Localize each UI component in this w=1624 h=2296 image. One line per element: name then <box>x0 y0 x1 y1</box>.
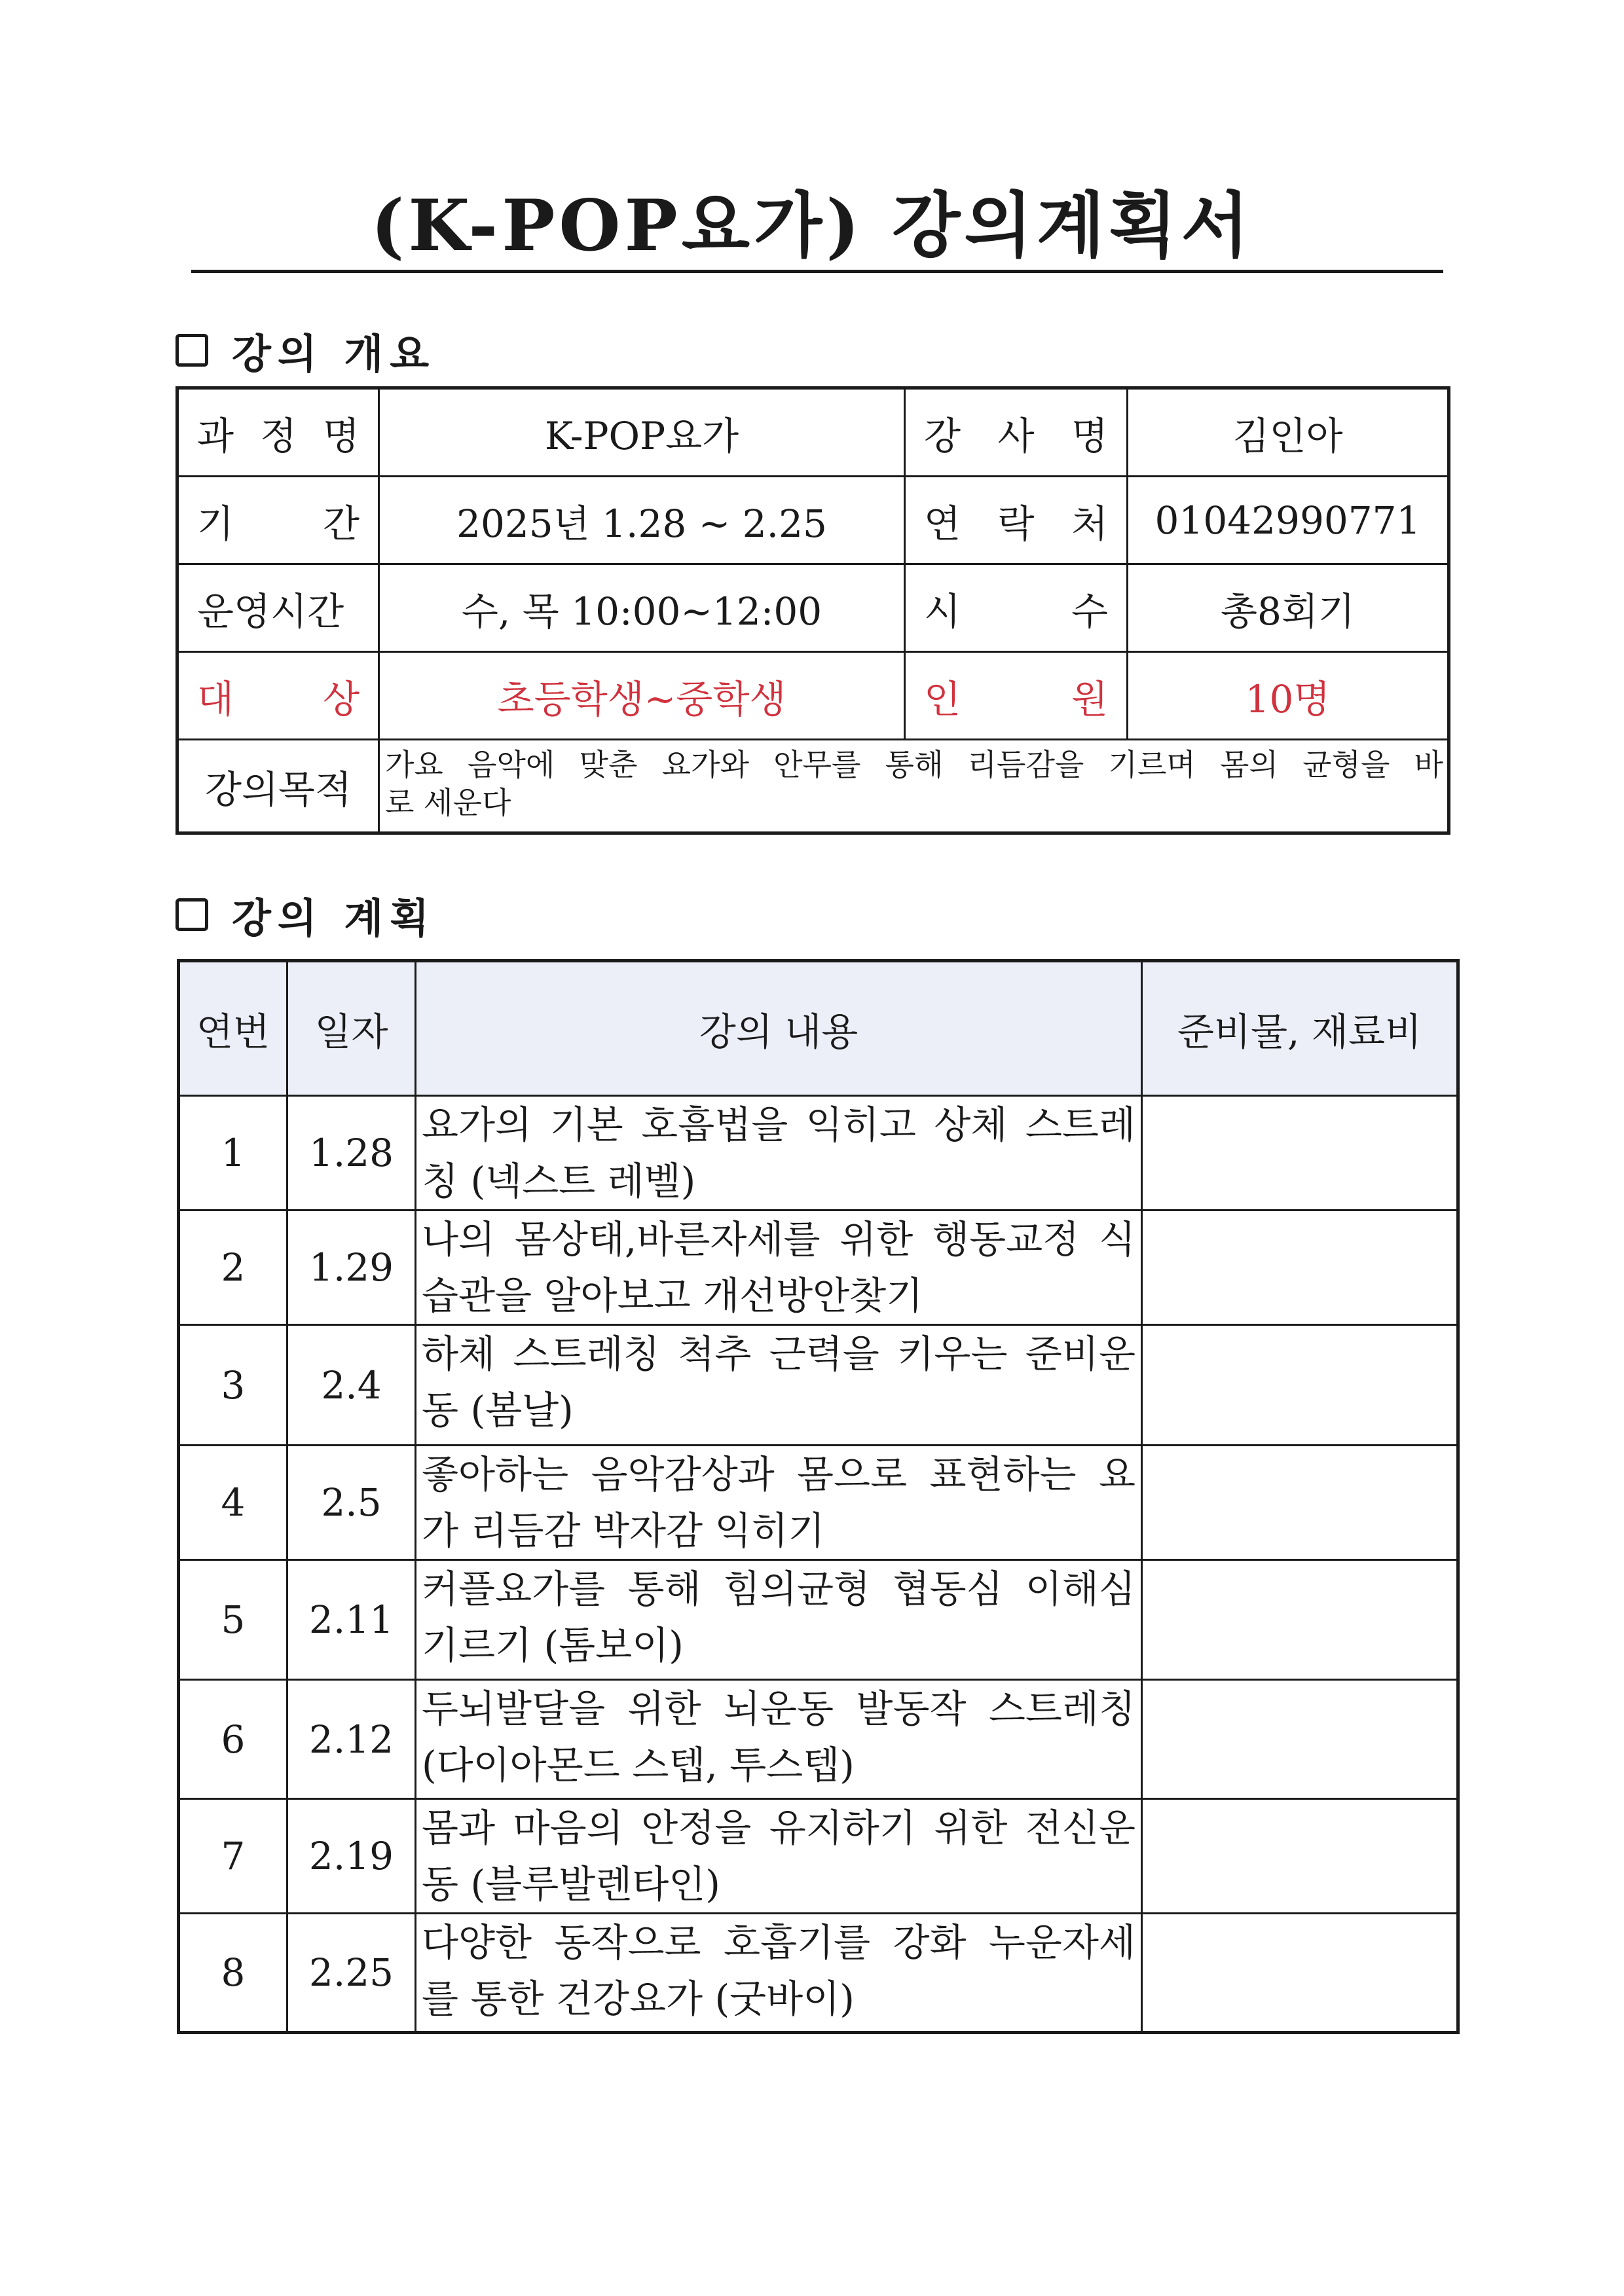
row-date: 2.4 <box>287 1325 416 1446</box>
row-materials <box>1142 1680 1458 1799</box>
section-heading-plan-label: 강의 계획 <box>232 894 436 942</box>
overview-row-target <box>177 652 1449 740</box>
document-title: (K-POP요가) 강의계획서 <box>371 185 1253 267</box>
header-content: 강의 내용 <box>416 961 1142 1096</box>
row-no: 1 <box>179 1096 287 1211</box>
row-content-line-1: 두뇌발달을 위한 뇌운동 발동작 스트레칭 <box>422 1686 1135 1731</box>
row-content <box>416 1799 1142 1914</box>
row-no: 7 <box>179 1799 287 1914</box>
row-content-line-1: 요가의 기본 호흡법을 익히고 상체 스트레 <box>422 1102 1135 1147</box>
course-value: K-POP요가 <box>379 388 905 477</box>
sessions-value: 총8회기 <box>1128 564 1449 652</box>
period-value: 2025년 1.28 ~ 2.25 <box>379 477 905 564</box>
capacity-label: 인 원 <box>905 652 1128 740</box>
contact-label: 연 락 처 <box>905 477 1128 564</box>
checkbox-icon <box>175 898 208 931</box>
row-content <box>416 1446 1142 1560</box>
row-content-line-1: 나의 몸상태,바른자세를 위한 행동교정 식 <box>422 1217 1135 1262</box>
purpose-label: 강의목적 <box>177 740 379 833</box>
row-date: 2.19 <box>287 1799 416 1914</box>
row-content-line-2: 동 (봄날) <box>422 1388 574 1432</box>
overview-row-hours <box>177 564 1449 652</box>
row-materials <box>1142 1799 1458 1914</box>
row-no: 3 <box>179 1325 287 1446</box>
row-date: 1.29 <box>287 1211 416 1325</box>
instructor-label: 강 사 명 <box>905 388 1128 477</box>
overview-row-course <box>177 388 1449 477</box>
row-date: 2.11 <box>287 1560 416 1680</box>
row-materials <box>1142 1914 1458 2033</box>
purpose-value <box>379 740 1449 833</box>
section-heading-plan <box>175 888 435 941</box>
purpose-line-2: 로 세운다 <box>385 785 511 820</box>
row-content <box>416 1560 1142 1680</box>
overview-row-purpose <box>177 740 1449 833</box>
table-row <box>179 1914 1458 2033</box>
row-no: 2 <box>179 1211 287 1325</box>
row-content-line-1: 하체 스트레칭 척추 근력을 키우는 준비운 <box>422 1332 1135 1376</box>
row-date: 1.28 <box>287 1096 416 1211</box>
table-row <box>179 1325 1458 1446</box>
row-content-line-2: 습관을 알아보고 개선방안찾기 <box>422 1273 923 1318</box>
purpose-line-1: 가요 음악에 맞춘 요가와 안무를 통해 리듬감을 기르며 몸의 균형을 바 <box>385 747 1443 782</box>
capacity-value: 10명 <box>1128 652 1449 740</box>
contact-value: 01042990771 <box>1128 477 1449 564</box>
row-date: 2.5 <box>287 1446 416 1560</box>
row-content-line-2: 기르기 (톰보이) <box>422 1623 684 1667</box>
row-no: 5 <box>179 1560 287 1680</box>
instructor-value: 김인아 <box>1128 388 1449 477</box>
sessions-label: 시 수 <box>905 564 1128 652</box>
section-heading-overview-label: 강의 개요 <box>232 329 436 378</box>
overview-table <box>175 386 1450 835</box>
row-materials <box>1142 1446 1458 1560</box>
title-underline <box>191 270 1443 273</box>
section-heading-overview <box>175 324 435 376</box>
target-value: 초등학생~중학생 <box>379 652 905 740</box>
hours-label: 운영시간 <box>177 564 379 652</box>
row-no: 8 <box>179 1914 287 2033</box>
row-content <box>416 1914 1142 2033</box>
row-content-line-2: (다이아몬드 스텝, 투스텝) <box>422 1743 855 1787</box>
row-content-line-1: 좋아하는 음악감상과 몸으로 표현하는 요 <box>422 1452 1135 1497</box>
table-row <box>179 1211 1458 1325</box>
period-label: 기 간 <box>177 477 379 564</box>
row-content-line-1: 다양한 동작으로 호흡기를 강화 누운자세 <box>422 1920 1135 1965</box>
overview-row-period <box>177 477 1449 564</box>
row-date: 2.12 <box>287 1680 416 1799</box>
row-content <box>416 1211 1142 1325</box>
row-content-line-2: 칭 (넥스트 레벨) <box>422 1159 696 1203</box>
row-materials <box>1142 1325 1458 1446</box>
row-materials <box>1142 1211 1458 1325</box>
hours-value: 수, 목 10:00~12:00 <box>379 564 905 652</box>
row-content <box>416 1325 1142 1446</box>
table-row <box>179 1096 1458 1211</box>
row-content-line-2: 동 (블루발렌타인) <box>422 1862 720 1906</box>
table-row <box>179 1680 1458 1799</box>
row-date: 2.25 <box>287 1914 416 2033</box>
row-no: 6 <box>179 1680 287 1799</box>
row-no: 4 <box>179 1446 287 1560</box>
header-date: 일자 <box>287 961 416 1096</box>
row-content <box>416 1680 1142 1799</box>
row-content-line-2: 가 리듬감 박자감 익히기 <box>422 1508 825 1553</box>
row-content-line-1: 몸과 마음의 안정을 유지하기 위한 전신운 <box>422 1806 1135 1850</box>
table-row <box>179 1560 1458 1680</box>
row-materials <box>1142 1096 1458 1211</box>
row-content-line-1: 커플요가를 통해 힘의균형 협동심 이해심 <box>422 1567 1135 1611</box>
header-materials: 준비물, 재료비 <box>1142 961 1458 1096</box>
target-label: 대 상 <box>177 652 379 740</box>
row-content <box>416 1096 1142 1211</box>
checkbox-icon <box>175 334 208 367</box>
header-no: 연번 <box>179 961 287 1096</box>
row-content-line-2: 를 통한 건강요가 (굿바이) <box>422 1977 855 2021</box>
plan-table <box>177 959 1460 2034</box>
row-materials <box>1142 1560 1458 1680</box>
plan-header-row <box>179 961 1458 1096</box>
course-label: 과 정 명 <box>177 388 379 477</box>
table-row <box>179 1446 1458 1560</box>
table-row <box>179 1799 1458 1914</box>
